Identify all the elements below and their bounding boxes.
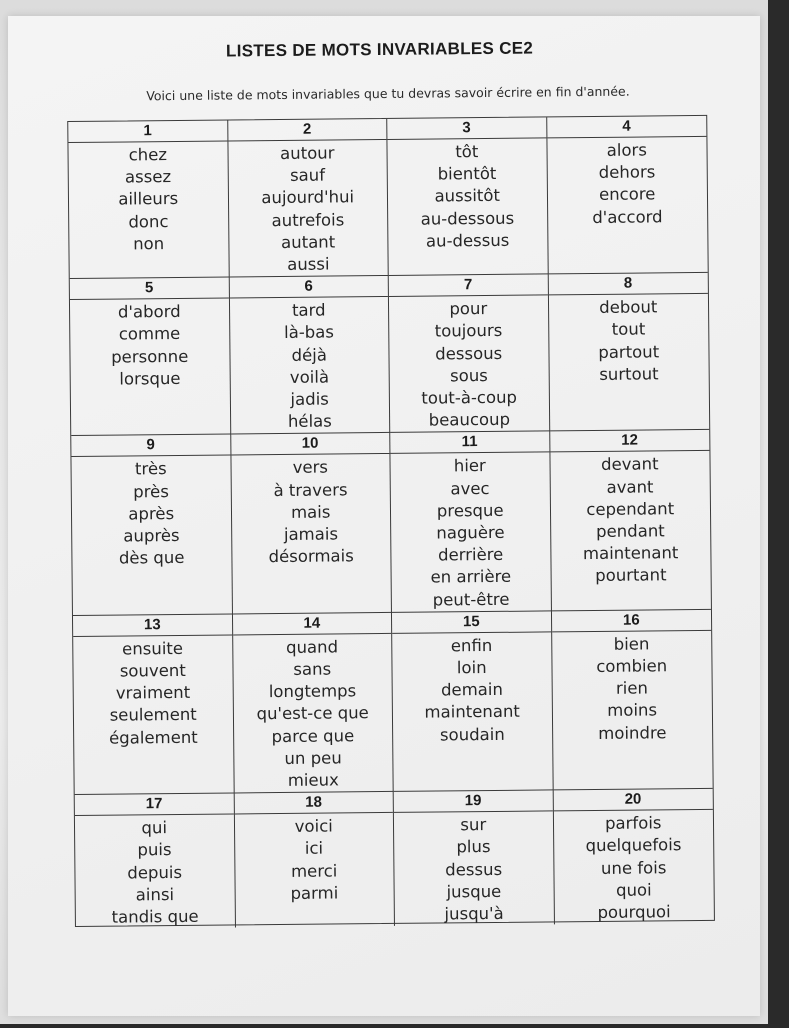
list-item: après [128,503,175,524]
list-item: encore [598,184,656,205]
word-list-cell [232,613,393,794]
word-list-cell [547,116,708,275]
word-list [75,815,235,930]
list-item: demain [440,680,503,700]
list-item: hier [453,456,486,476]
word-list-cell [551,610,712,791]
word-list-cell [75,794,236,930]
list-item: dessous [435,343,503,364]
list-item: longtemps [268,681,357,702]
list-item: derrière [437,545,504,565]
word-list-cell [73,614,234,795]
list-item: au-dessus [425,230,510,251]
list-item: plus [456,837,491,857]
list-item: moindre [598,722,667,743]
list-number: 18 [234,792,393,815]
word-list [552,631,713,746]
word-list-cell [548,273,709,432]
list-item: alors [606,140,647,160]
list-item: une fois [600,857,667,878]
list-item: ainsi [135,884,175,905]
list-number: 11 [390,432,549,455]
list-item: ensuite [122,638,184,659]
word-list [70,299,229,391]
list-item: cependant [586,499,675,519]
list-item: sauf [289,165,326,186]
list-item: non [133,233,165,254]
list-item: beaucoup [428,410,511,430]
list-item: autour [280,143,335,163]
list-item: à travers [273,479,348,500]
page-subtitle: Voici une liste de mots invariables que tu devras savoir écrire en fin d'année. [146,83,630,104]
word-list [547,137,707,229]
word-list-cell [394,791,555,927]
word-list [389,296,549,433]
list-number: 5 [70,278,229,301]
list-item: partout [598,341,660,362]
list-item: avec [450,478,490,499]
list-item: sans [293,659,332,679]
list-item: désormais [268,546,354,567]
list-item: voici [294,816,333,837]
list-item: pendant [596,521,665,542]
word-list-cell [550,430,711,611]
list-item: mieux [287,770,339,791]
word-list [231,454,391,569]
list-number: 15 [392,611,551,634]
list-item: presque [436,500,504,521]
list-item: dehors [598,162,656,183]
list-item: hélas [287,411,332,432]
list-item: quelquefois [585,835,682,856]
list-item: loin [456,658,487,678]
list-item: tout-à-coup [421,387,518,408]
list-item: sous [449,365,488,386]
list-item: bien [613,634,650,654]
list-item: très [134,459,167,479]
list-number: 10 [231,433,390,456]
list-number: 1 [68,120,227,143]
list-item: au-dessous [420,208,515,229]
word-list [229,297,389,434]
word-list [394,812,554,927]
list-item: jusque [446,881,502,902]
list-item: parmi [290,883,339,903]
list-item: dessus [445,859,503,880]
list-item: vraiment [115,683,191,703]
list-item: pourtant [595,565,667,586]
list-item: tandis que [111,906,199,927]
list-item: d'abord [117,302,181,322]
list-item: puis [137,840,172,860]
word-list-cell [229,276,390,435]
list-item: bientôt [437,164,497,184]
list-number: 14 [232,613,391,636]
list-number: 16 [551,610,711,633]
word-list [228,140,388,277]
list-number: 4 [547,116,707,139]
word-list [387,138,547,253]
list-number: 8 [548,273,708,296]
list-item: seulement [109,705,197,726]
list-number: 17 [75,794,234,817]
list-item: enfin [450,635,493,656]
list-number: 20 [553,789,713,812]
list-item: donc [128,211,169,232]
list-item: personne [111,346,189,367]
list-item: ailleurs [118,189,179,209]
list-item: depuis [127,862,183,883]
word-list-cell [228,119,389,278]
list-item: jadis [290,389,329,409]
list-item: tard [291,300,326,321]
list-item: dès que [118,548,185,568]
list-item: près [133,481,169,502]
word-list-cell [234,792,395,928]
word-list-cell [68,120,229,279]
list-item: jamais [283,524,339,545]
list-item: toujours [434,321,503,341]
list-number: 12 [550,430,710,453]
list-item: qui [141,818,168,838]
list-number: 3 [387,117,546,140]
list-item: lorsque [119,368,181,389]
page-title: LISTES DE MOTS INVARIABLES CE2 [225,38,534,61]
word-list-cell [231,433,392,614]
list-item: assez [124,167,172,187]
word-list [71,456,231,571]
list-item: qu'est-ce que [256,703,369,724]
list-item: merci [290,861,338,881]
word-list-cell [387,117,548,276]
word-list-cell [71,435,232,616]
list-item: quand [285,637,339,657]
list-item: aujourd'hui [261,187,355,208]
word-list [233,634,393,793]
word-list [68,141,228,256]
list-number: 19 [394,791,553,814]
word-list [392,632,552,747]
word-list-cell [389,275,550,434]
list-number: 6 [229,276,388,299]
list-item: naguère [436,522,505,543]
list-item: sur [460,815,487,835]
word-lists-table [67,115,715,927]
list-item: également [109,727,198,748]
list-item: comme [118,324,181,344]
list-item: mais [290,502,331,522]
list-item: un peu [284,748,342,768]
word-list [553,810,714,925]
list-item: chez [128,145,168,165]
list-item: autrefois [271,209,345,230]
list-item: soudain [439,724,505,745]
word-list-cell [390,432,551,613]
list-item: rien [615,678,649,699]
list-item: quoi [615,880,652,900]
list-item: aussi [287,254,330,274]
list-item: jusqu'à [444,903,504,924]
word-list [390,453,550,612]
list-number: 13 [73,614,232,637]
word-list [548,294,708,386]
list-number: 9 [71,435,230,458]
list-item: déjà [291,345,327,365]
list-item: maintenant [582,543,679,564]
list-item: tout [611,319,646,340]
list-number: 2 [228,119,387,142]
list-item: maintenant [424,702,520,723]
list-item: surtout [599,364,659,384]
list-item: debout [599,297,658,318]
list-item: tôt [455,142,479,162]
word-list [550,451,711,588]
list-item: moins [607,700,658,721]
word-list [234,813,393,905]
list-item: d'accord [592,206,663,227]
word-list-cell [392,611,553,792]
list-item: devant [600,454,659,475]
list-item: autant [281,232,336,252]
list-number: 7 [389,275,548,298]
list-item: souvent [119,660,186,681]
list-item: vers [292,457,329,478]
list-item: pour [449,299,488,319]
list-item: aussitôt [434,186,500,206]
list-item: avant [606,477,654,497]
list-item: en arrière [430,567,512,588]
list-item: parfois [604,813,662,834]
list-item: voilà [289,367,330,387]
list-item: parce que [271,725,355,746]
list-item: là-bas [284,322,335,343]
word-list-cell [70,278,231,437]
word-list-cell [553,789,714,925]
list-item: auprès [123,526,180,546]
list-item: pourquoi [597,902,671,923]
list-item: peut-être [432,589,510,610]
list-item: ici [304,839,324,859]
word-list [73,635,233,750]
list-item: combien [596,656,668,677]
